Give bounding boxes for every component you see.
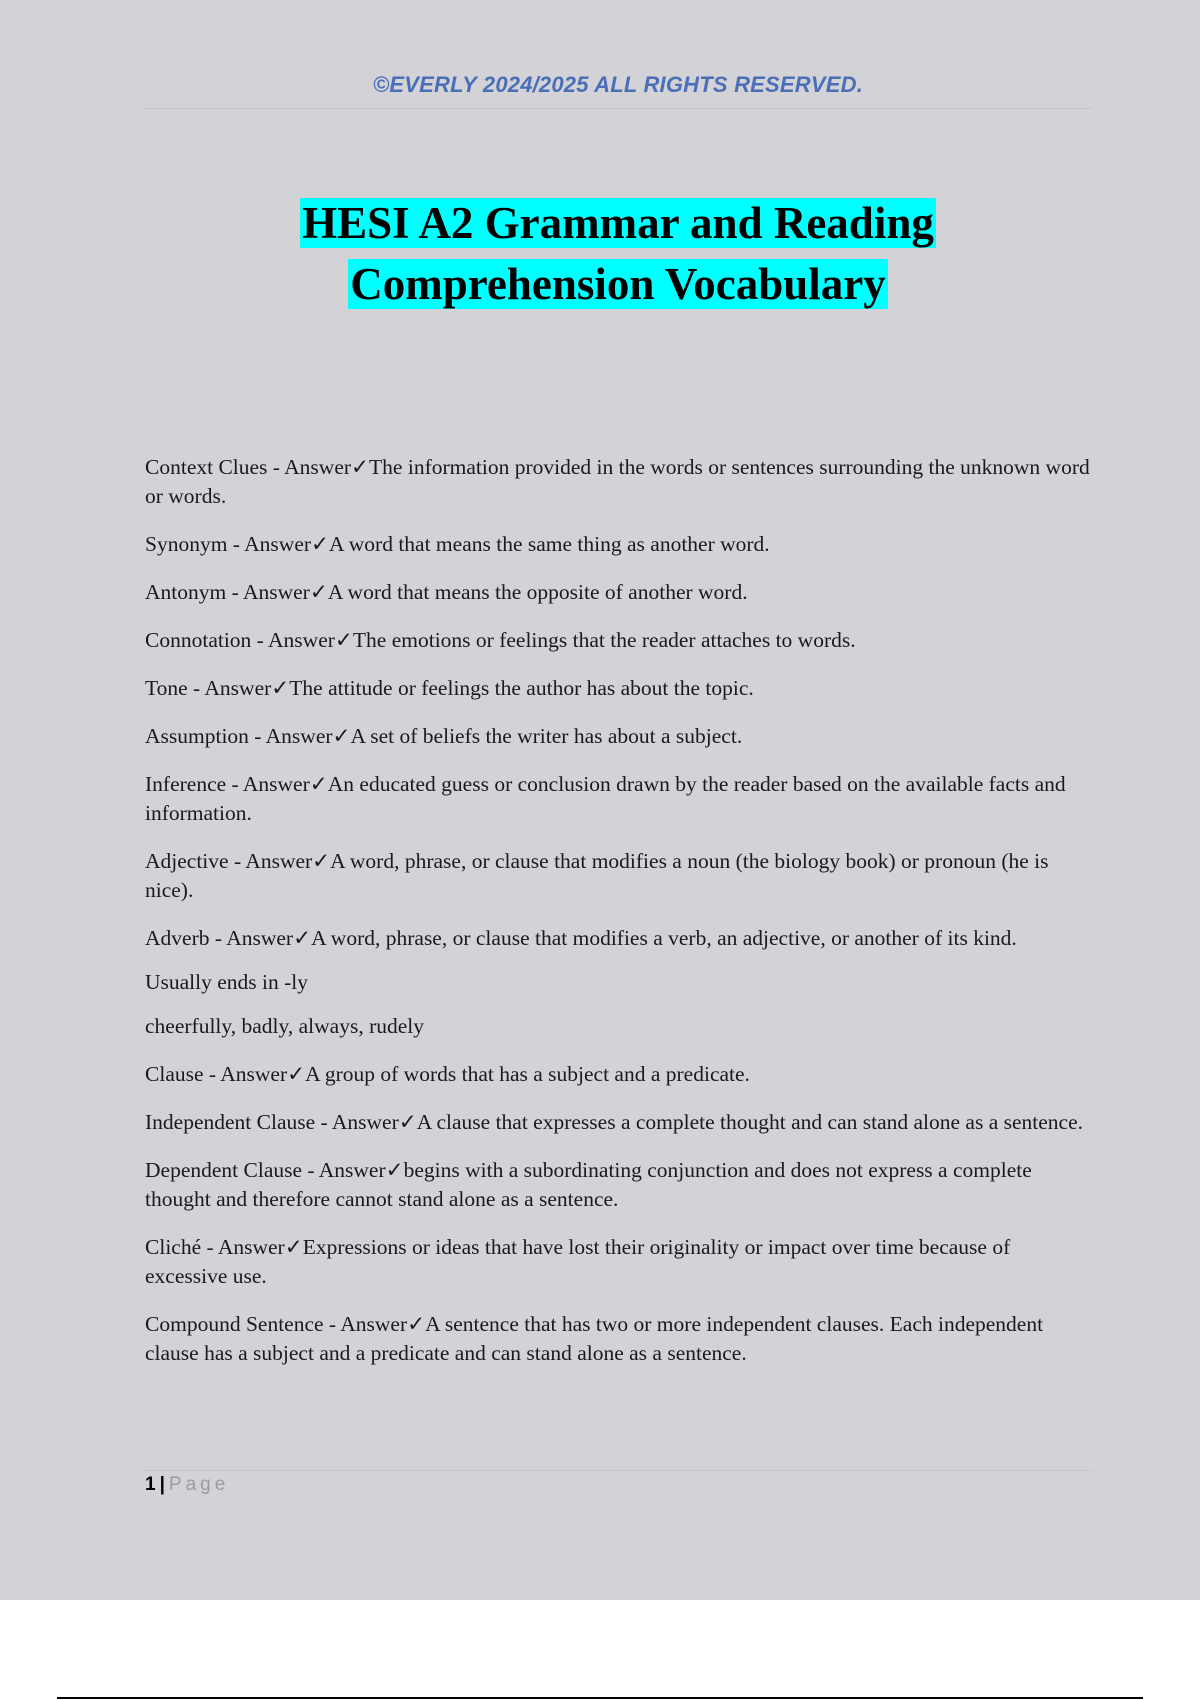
vocabulary-entry: Context Clues - Answer✓The information provided in the words or sentences surrounding the unknown word or words.: [145, 455, 1090, 508]
vocabulary-entry: Compound Sentence - Answer✓A sentence that has two or more independent clauses. Each independent clause has a subject and a predicate and can stand alone as a sentence.: [145, 1312, 1044, 1365]
header-divider: [144, 108, 1092, 109]
vocabulary-note: Usually ends in -ly: [145, 970, 309, 994]
vocabulary-entry: Adjective - Answer✓A word, phrase, or clause that modifies a noun (the biology book) or pronoun (he is nice).: [145, 849, 1049, 902]
vocabulary-entry: Independent Clause - Answer✓A clause that expresses a complete thought and can stand alone as a sentence.: [145, 1110, 1084, 1134]
vocabulary-entry: Adverb - Answer✓A word, phrase, or clause that modifies a verb, an adjective, or another of its kind.: [145, 926, 1017, 950]
vocabulary-entry: Synonym - Answer✓A word that means the same thing as another word.: [145, 532, 770, 556]
footer-divider: [144, 1470, 1092, 1471]
vocabulary-entry: Tone - Answer✓The attitude or feelings the author has about the topic.: [145, 676, 754, 700]
vocabulary-entry: Clause - Answer✓A group of words that has a subject and a predicate.: [145, 1062, 750, 1086]
footer-separator: |: [159, 1474, 165, 1495]
page-footer: [145, 1474, 229, 1496]
bottom-divider: [57, 1697, 1143, 1699]
vocabulary-list: [145, 453, 1090, 1387]
page-label: Page: [168, 1474, 230, 1495]
vocabulary-note: cheerfully, badly, always, rudely: [145, 1014, 424, 1038]
copyright-header: ©EVERLY 2024/2025 ALL RIGHTS RESERVED.: [372, 72, 864, 97]
vocabulary-entry: Antonym - Answer✓A word that means the opposite of another word.: [145, 580, 748, 604]
vocabulary-entry: Connotation - Answer✓The emotions or feelings that the reader attaches to words.: [145, 628, 856, 652]
page-number: 1: [145, 1474, 156, 1495]
vocabulary-entry: Inference - Answer✓An educated guess or conclusion drawn by the reader based on the available facts and information.: [145, 772, 1066, 825]
vocabulary-entry: Cliché - Answer✓Expressions or ideas that have lost their originality or impact over time because of excessive use.: [145, 1235, 1011, 1288]
title-line-2: Comprehension Vocabulary: [350, 259, 886, 309]
title-line-1: HESI A2 Grammar and Reading: [302, 198, 934, 248]
document-title: [144, 193, 1092, 315]
vocabulary-entry: Assumption - Answer✓A set of beliefs the writer has about a subject.: [145, 724, 743, 748]
vocabulary-entry: Dependent Clause - Answer✓begins with a subordinating conjunction and does not express a complete thought and therefore cannot stand alone as a sentence.: [145, 1158, 1032, 1211]
